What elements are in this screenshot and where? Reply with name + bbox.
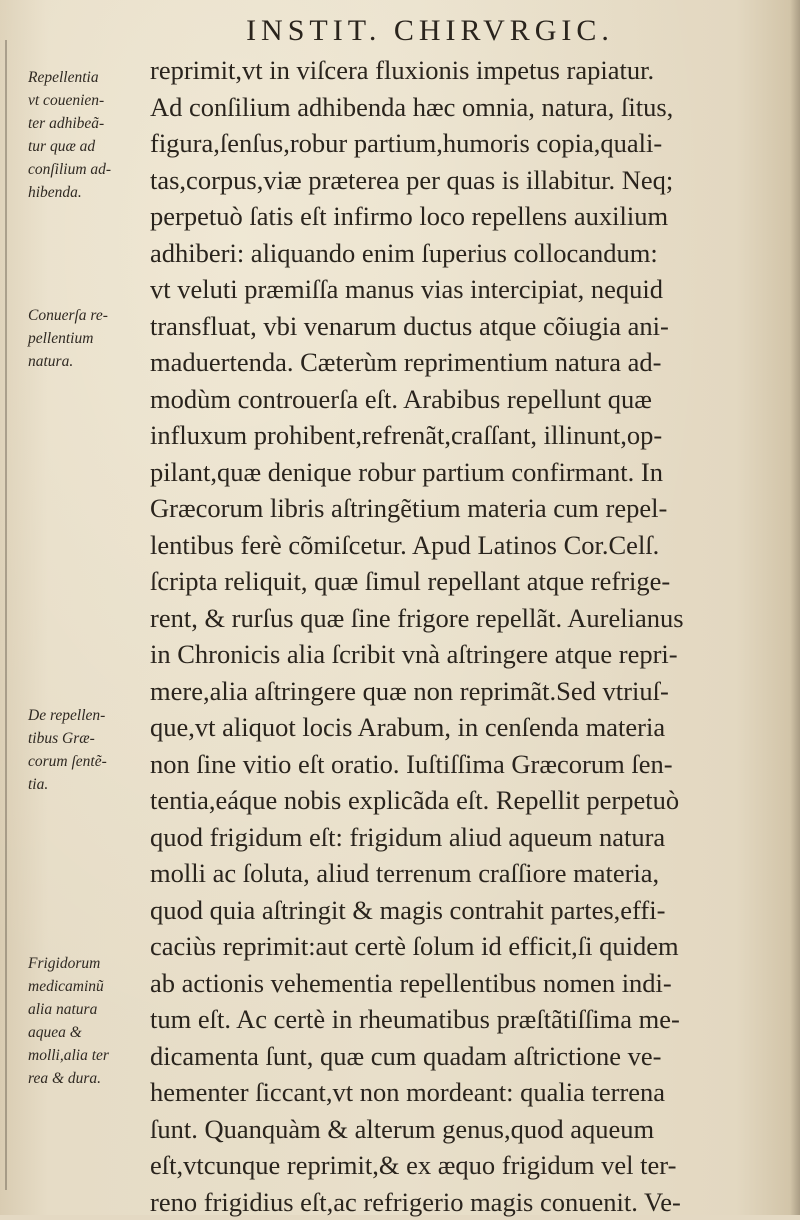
page-gutter-rule bbox=[5, 40, 7, 1190]
margin-note-line: Frigidorum bbox=[28, 952, 153, 975]
text-line: reno frigidius eſt,ac refrigerio magis conuenit. Ve- bbox=[150, 1184, 800, 1220]
margin-note-line: vt couenien- bbox=[28, 89, 153, 112]
margin-note-line: medicaminũ bbox=[28, 975, 153, 998]
text-line: dicamenta ſunt, quæ cum quadam aſtrictione ve- bbox=[150, 1038, 800, 1075]
text-line: tentia,eáque nobis explicãda eſt. Repellit perpetuò bbox=[150, 782, 800, 819]
text-line: lentibus ferè cõmiſcetur. Apud Latinos Cor.Celſ. bbox=[150, 527, 800, 564]
text-line: non ſine vitio eſt oratio. Iuſtiſſima Græcorum ſen- bbox=[150, 746, 800, 783]
text-line: Ad conſilium adhibenda hæc omnia, natura, ſitus, bbox=[150, 89, 800, 126]
margin-note-line: aquea & bbox=[28, 1021, 153, 1044]
margin-note-line: De repellen- bbox=[28, 704, 153, 727]
margin-note-line: rea & dura. bbox=[28, 1067, 153, 1090]
text-line: molli ac ſoluta, aliud terrenum craſſiore materia, bbox=[150, 855, 800, 892]
margin-note-line: Repellentia bbox=[28, 66, 153, 89]
text-line: vt veluti præmiſſa manus vias intercipiat, nequid bbox=[150, 271, 800, 308]
text-line: influxum prohibent,refrenãt,craſſant, illinunt,op- bbox=[150, 417, 800, 454]
text-line: quod quia aſtringit & magis contrahit partes,effi- bbox=[150, 892, 800, 929]
text-line: ſunt. Quanquàm & alterum genus,quod aqueum bbox=[150, 1111, 800, 1148]
margin-note-line: hibenda. bbox=[28, 181, 153, 204]
margin-note-conuersa bbox=[28, 304, 153, 373]
margin-note-de-repellentibus bbox=[28, 704, 153, 796]
margin-note-line: conſilium ad- bbox=[28, 158, 153, 181]
text-line: ſcripta reliquit, quæ ſimul repellant atque refrige- bbox=[150, 563, 800, 600]
margin-note-line: corum ſentẽ- bbox=[28, 750, 153, 773]
text-line: perpetuò ſatis eſt infirmo loco repellens auxilium bbox=[150, 198, 800, 235]
text-line: transfluat, vbi venarum ductus atque cõiugia ani- bbox=[150, 308, 800, 345]
text-line: modùm controuerſa eſt. Arabibus repellunt quæ bbox=[150, 381, 800, 418]
text-line: caciùs reprimit:aut certè ſolum id efficit,ſi quidem bbox=[150, 928, 800, 965]
text-line: reprimit,vt in viſcera fluxionis impetus rapiatur. bbox=[150, 52, 800, 89]
text-line: que,vt aliquot locis Arabum, in cenſenda materia bbox=[150, 709, 800, 746]
text-line: Græcorum libris aſtringẽtium materia cum repel- bbox=[150, 490, 800, 527]
main-text-block bbox=[150, 52, 800, 1220]
margin-note-line: Conuerſa re- bbox=[28, 304, 153, 327]
margin-note-line: pellentium bbox=[28, 327, 153, 350]
text-line: rent, & rurſus quæ ſine frigore repellãt. Aurelianus bbox=[150, 600, 800, 637]
text-line: maduertenda. Cæterùm reprimentium natura ad- bbox=[150, 344, 800, 381]
text-line: tas,corpus,viæ præterea per quas is illabitur. Neq; bbox=[150, 162, 800, 199]
text-line: ab actionis vehementia repellentibus nomen indi- bbox=[150, 965, 800, 1002]
margin-note-repellentia bbox=[28, 66, 153, 204]
text-line: adhiberi: aliquando enim ſuperius collocandum: bbox=[150, 235, 800, 272]
text-line: figura,ſenſus,robur partium,humoris copia,quali- bbox=[150, 125, 800, 162]
text-line: pilant,quæ denique robur partium confirmant. In bbox=[150, 454, 800, 491]
text-line: mere,alia aſtringere quæ non reprimãt.Sed vtriuſ- bbox=[150, 673, 800, 710]
text-line: in Chronicis alia ſcribit vnà aſtringere atque repri- bbox=[150, 636, 800, 673]
margin-note-frigidorum bbox=[28, 952, 153, 1090]
margin-note-line: alia natura bbox=[28, 998, 153, 1021]
text-line: hementer ſiccant,vt non mordeant: qualia terrena bbox=[150, 1074, 800, 1111]
running-title: INSTIT. CHIRVRGIC. bbox=[150, 14, 710, 48]
text-line: eſt,vtcunque reprimit,& ex æquo frigidum vel ter- bbox=[150, 1147, 800, 1184]
margin-note-line: ter adhibeã- bbox=[28, 112, 153, 135]
margin-note-line: molli,alia ter bbox=[28, 1044, 153, 1067]
margin-note-line: tur quæ ad bbox=[28, 135, 153, 158]
text-line: tum eſt. Ac certè in rheumatibus præſtãtiſſima me- bbox=[150, 1001, 800, 1038]
text-line: quod frigidum eſt: frigidum aliud aqueum natura bbox=[150, 819, 800, 856]
margin-note-line: natura. bbox=[28, 350, 153, 373]
margin-note-line: tia. bbox=[28, 773, 153, 796]
margin-note-line: tibus Græ- bbox=[28, 727, 153, 750]
